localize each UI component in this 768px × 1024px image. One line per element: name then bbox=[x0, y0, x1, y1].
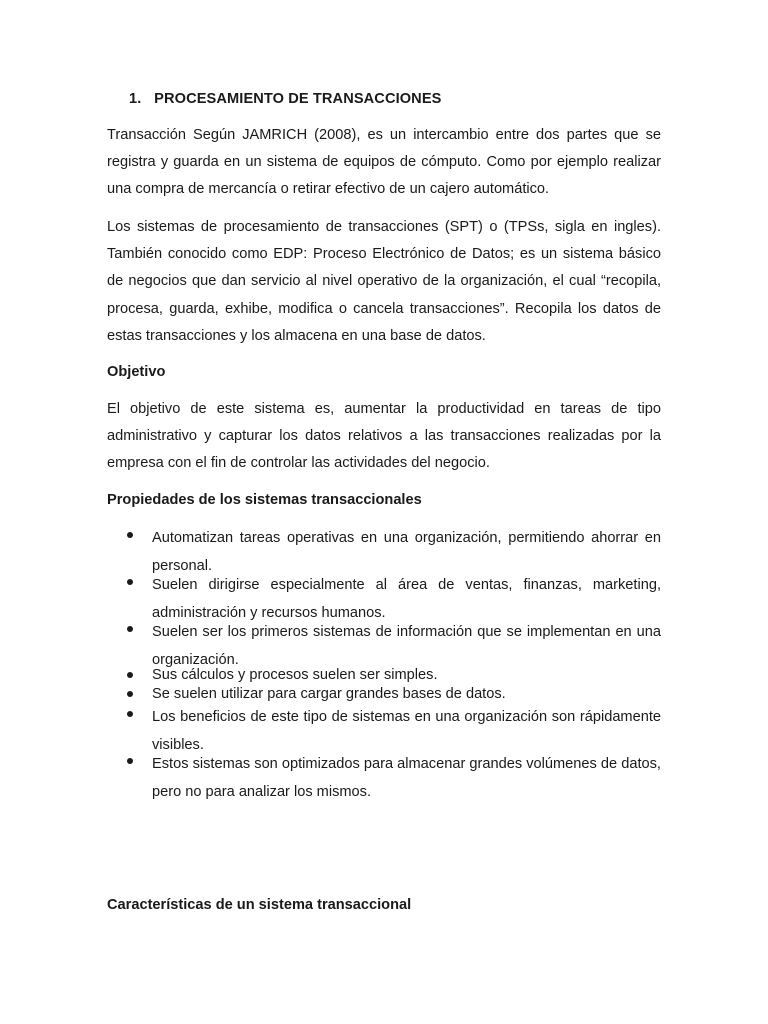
list-item-text: Suelen ser los primeros sistemas de información que se implementan en una organización. bbox=[152, 624, 661, 668]
list-item-text: Los beneficios de este tipo de sistemas en una organización son rápidamente visibles. bbox=[152, 709, 661, 753]
section-title: PROCESAMIENTO DE TRANSACCIONES bbox=[154, 91, 442, 107]
list-item bbox=[107, 666, 661, 685]
list-item-text: Se suelen utilizar para cargar grandes bases de datos. bbox=[152, 686, 506, 702]
list-item-text: Automatizan tareas operativas en una organización, permitiendo ahorrar en personal. bbox=[152, 530, 661, 574]
document-page bbox=[107, 0, 661, 1024]
bullet-icon bbox=[127, 626, 133, 632]
bullet-icon bbox=[127, 532, 133, 538]
objetivo-heading: Objetivo bbox=[107, 364, 166, 380]
paragraph-transaccion: Transacción Según JAMRICH (2008), es un intercambio entre dos partes que se registra y guarda en un sistema de equipos de cómputo. Como por ejemplo realizar una compra de mercancía o retirar efectivo de un cajero automático. bbox=[107, 127, 661, 198]
propiedades-list bbox=[107, 525, 661, 798]
section-heading bbox=[129, 91, 442, 107]
propiedades-heading: Propiedades de los sistemas transaccionales bbox=[107, 492, 422, 508]
bullet-icon bbox=[127, 758, 133, 764]
list-item-text: Estos sistemas son optimizados para almacenar grandes volúmenes de datos, pero no para analizar los mismos. bbox=[152, 756, 661, 800]
paragraph-sistemas: Los sistemas de procesamiento de transacciones (SPT) o (TPSs, sigla en ingles). También conocido como EDP: Proceso Electrónico de Datos; es un sistema básico de negocios que dan servicio al nivel operativo de la organización, el cual “recopila, procesa, guarda, exhibe, modifica o cancela transacciones”. Recopila los datos de estas transacciones y los almacena en una base de datos. bbox=[107, 219, 661, 344]
list-item-text: Suelen dirigirse especialmente al área de ventas, finanzas, marketing, administración y recursos humanos. bbox=[152, 577, 661, 621]
caracteristicas-heading: Características de un sistema transaccional bbox=[107, 897, 412, 913]
bullet-icon bbox=[127, 579, 133, 585]
list-item bbox=[107, 751, 661, 806]
list-item bbox=[107, 685, 661, 704]
bullet-icon bbox=[127, 691, 133, 697]
bullet-icon bbox=[127, 711, 133, 717]
bullet-icon bbox=[127, 672, 133, 678]
list-item-text: Sus cálculos y procesos suelen ser simples. bbox=[152, 667, 438, 683]
objetivo-paragraph: El objetivo de este sistema es, aumentar la productividad en tareas de tipo administrativo y capturar los datos relativos a las transacciones realizadas por la empresa con el fin de controlar las actividades del negocio. bbox=[107, 401, 661, 472]
section-number: 1. bbox=[129, 91, 142, 107]
